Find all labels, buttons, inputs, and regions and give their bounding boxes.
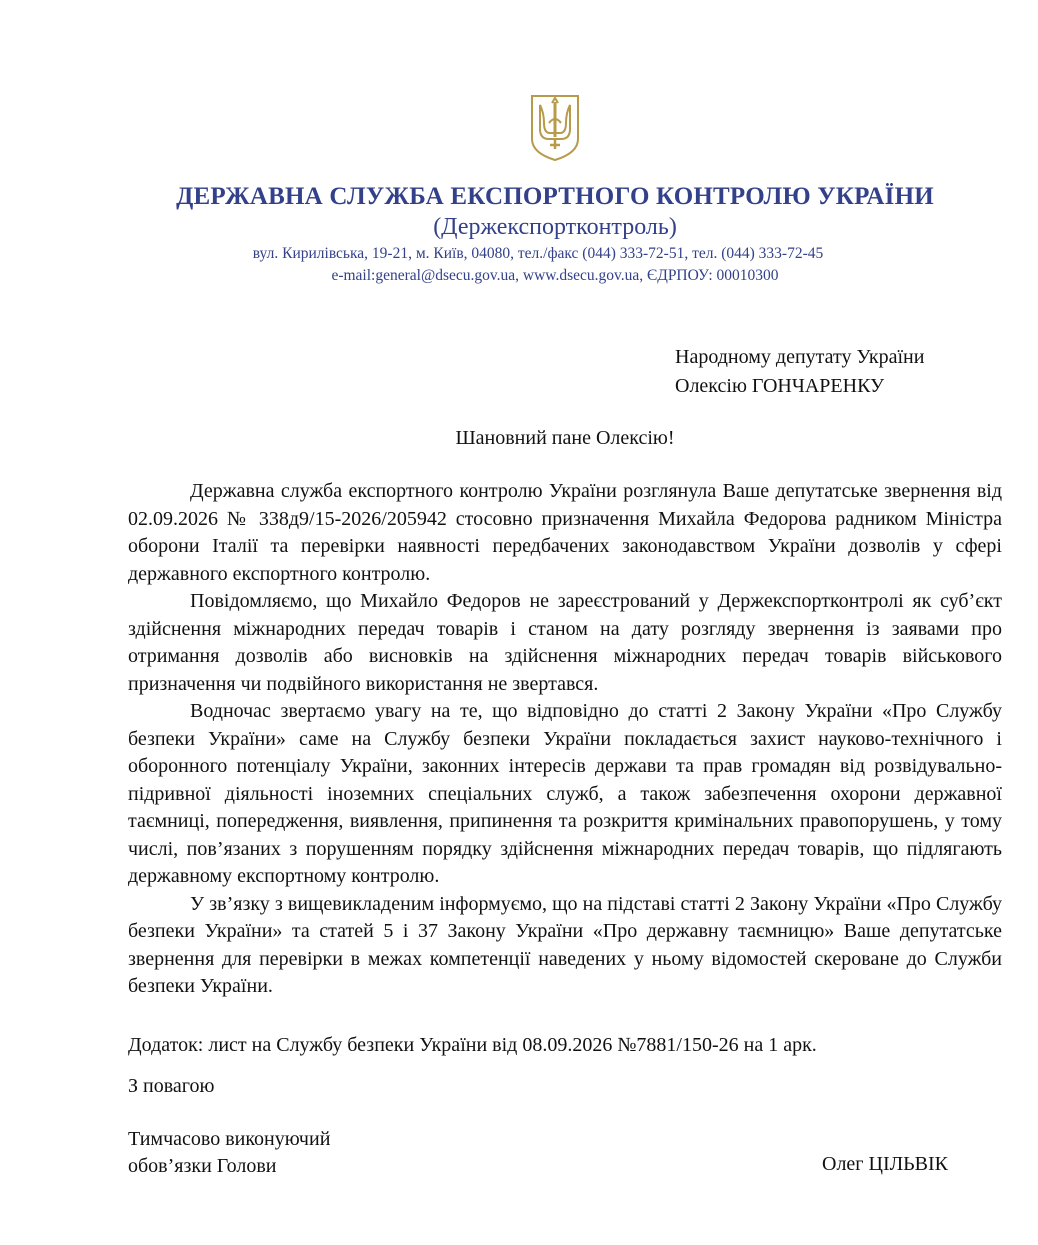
- body-paragraph-1: Державна служба експортного контролю України розглянула Ваше депутатське звернення від 02.09.2026 № 338д9/15-2026/205942 стосовно призначення Михайла Федорова радником Міністра оборони Італії та перевірки наявності передбачених законодавством України дозволів у сфері державного експортного контролю.: [128, 480, 1002, 585]
- agency-name: ДЕРЖАВНА СЛУЖБА ЕКСПОРТНОГО КОНТРОЛЮ УКРАЇНИ: [176, 183, 934, 210]
- recipient-title: Народному депутату України: [675, 346, 925, 368]
- signatory-position-line-1: Тимчасово виконуючий: [128, 1128, 331, 1150]
- agency-address: вул. Кирилівська, 19-21, м. Київ, 04080, тел./факс (044) 333-72-51, тел. (044) 333-72-45: [252, 245, 824, 262]
- agency-short-name: (Держекспортконтроль): [433, 214, 677, 240]
- signatory-name: Олег ЦІЛЬВІК: [822, 1153, 948, 1175]
- agency-contacts: e-mail:general@dsecu.gov.ua, www.dsecu.gov.ua, ЄДРПОУ: 00010300: [331, 267, 779, 284]
- annex-line: Додаток: лист на Службу безпеки України від 08.09.2026 №7881/150-26 на 1 арк.: [128, 1034, 817, 1056]
- signatory-position-line-2: обов’язки Голови: [128, 1155, 277, 1177]
- body-paragraph-2: Повідомляємо, що Михайло Федоров не зареєстрований у Держекспортконтролі як суб’єкт здійснення міжнародних передач товарів і станом на дату розгляду звернення із заявами про отримання дозволів або висновків на здійснення міжнародних передач товарів військового призначення чи подвійного використання не звертався.: [128, 590, 1002, 695]
- signatory-position: [128, 1126, 330, 1180]
- body-paragraph-4: У зв’язку з вищевикладеним інформуємо, що на підставі статті 2 Закону України «Про Службу безпеки України» та статей 5 і 37 Закону України «Про державну таємницю» Ваше депутатське звернення для перевірки в межах компетенції наведених у ньому відомостей скероване до Служби безпеки України.: [128, 892, 1002, 997]
- closing-phrase: З повагою: [128, 1075, 215, 1097]
- body-paragraph-3: Водночас звертаємо увагу на те, що відповідно до статті 2 Закону України «Про Службу безпеки України» саме на Службу безпеки України покладається захист науково-технічного і оборонного потенціалу України, законних інтересів держави та прав громадян від розвідувально-підривної діяльності іноземних спеціальних служб, а також забезпечення охорони державної таємниці, попередження, виявлення, припинення та розкриття кримінальних правопорушень, у тому числі, пов’язаних з порушенням порядку здійснення міжнародних передач товарів, що підлягають державному експортному контролю.: [128, 700, 1002, 887]
- trident-coat-of-arms-icon: [529, 93, 581, 163]
- greeting: Шановний пане Олексію!: [455, 427, 675, 449]
- letter-body: [128, 478, 1002, 1001]
- recipient-name: Олексію ГОНЧАРЕНКУ: [675, 375, 885, 397]
- recipient-block: [675, 343, 924, 401]
